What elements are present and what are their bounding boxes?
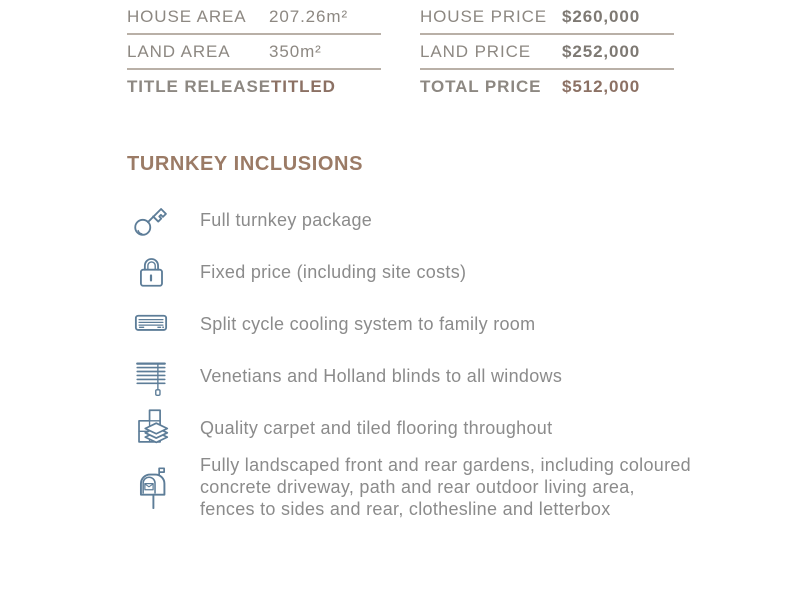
- row-label: LAND PRICE: [420, 41, 532, 61]
- list-item: [127, 454, 727, 520]
- table-row: [127, 35, 381, 70]
- air-conditioner-icon: [127, 302, 175, 346]
- row-label: TOTAL PRICE: [420, 76, 542, 96]
- row-label: LAND AREA: [127, 41, 231, 61]
- row-label: TITLE RELEASE: [127, 76, 271, 96]
- mailbox-icon: [127, 462, 175, 512]
- list-item-text: Quality carpet and tiled flooring throughout: [200, 418, 553, 438]
- list-item: [127, 246, 727, 298]
- price-summary-table: [420, 0, 674, 103]
- table-row: [420, 0, 674, 35]
- inclusions-list: [127, 194, 727, 520]
- row-label: HOUSE PRICE: [420, 6, 548, 26]
- table-row: [127, 0, 381, 35]
- venetian-blinds-icon: [127, 352, 175, 400]
- list-item: [127, 402, 727, 454]
- list-item-text: Full turnkey package: [200, 210, 373, 230]
- section-title: TURNKEY INCLUSIONS: [127, 153, 364, 175]
- table-row: [127, 70, 381, 103]
- row-value: $512,000: [562, 76, 641, 96]
- row-value: $252,000: [562, 41, 641, 61]
- table-row: [420, 70, 674, 103]
- list-item-text: Split cycle cooling system to family room: [200, 314, 536, 334]
- key-icon: [127, 198, 175, 242]
- row-value: 207.26m²: [269, 6, 349, 26]
- list-item: [127, 194, 727, 246]
- row-value: TITLED: [270, 76, 336, 96]
- list-item: [127, 298, 727, 350]
- list-item-text: Venetians and Holland blinds to all windows: [200, 366, 563, 386]
- table-row: [420, 35, 674, 70]
- list-item-text: Fixed price (including site costs): [200, 262, 467, 282]
- row-value: $260,000: [562, 6, 641, 26]
- flooring-layers-icon: [127, 405, 175, 451]
- area-summary-table: [127, 0, 381, 103]
- row-value: 350m²: [269, 41, 322, 61]
- list-item-text: Fully landscaped front and rear gardens, including coloured concrete driveway, path and rear outdoor living area, fences to sides and rear, clothesline and letterbox: [200, 455, 691, 519]
- list-item: [127, 350, 727, 402]
- row-label: HOUSE AREA: [127, 6, 247, 26]
- padlock-icon: [127, 250, 175, 294]
